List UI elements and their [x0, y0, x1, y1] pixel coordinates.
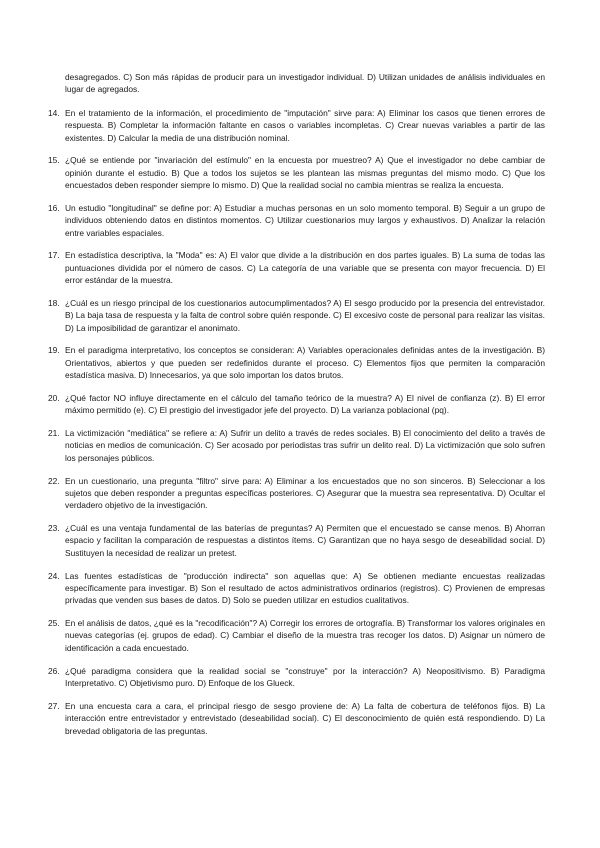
question-number: 19. [48, 345, 60, 356]
question-text: En estadística descriptiva, la "Moda" es: A) El valor que divide a la distribución en dos partes iguales. B) La suma de todas las puntuaciones dividida por el número de casos. C) La categoría de una variable que se presenta con mayor frecuencia. D) El error estándar de la muestra. [65, 250, 545, 286]
question-item [48, 475, 545, 512]
question-number: 23. [48, 523, 60, 534]
question-number: 17. [48, 250, 60, 261]
question-text: La victimización "mediática" se refiere a: A) Sufrir un delito a través de redes sociales. B) El conocimiento del delito a través de noticias en medios de comunicación. C) Ser acosado por periodistas tras sufrir un delito real. D) La victimización que solo sufren los personajes públicos. [65, 428, 545, 463]
question-text: ¿Cuál es una ventaja fundamental de las baterías de preguntas? A) Permiten que el encuestado se canse menos. B) Ahorran espacio y facilitan la comparación de respuestas a distintos ítems. C) Garantizan que no haya sesgo de deseabilidad social. D) Sustituyen la necesidad de realizar un pretest. [65, 523, 545, 558]
question-item [48, 522, 545, 559]
question-item [48, 344, 545, 381]
question-number: 26. [48, 665, 60, 676]
question-item [48, 107, 545, 144]
question-item [48, 297, 545, 334]
question-text: ¿Qué factor NO influye directamente en el cálculo del tamaño teórico de la muestra? A) El nivel de confianza (z). B) El error máximo permitido (e). C) El prestigio del investigador jefe del proyecto. D) La varianza poblacional (pq). [65, 392, 545, 416]
question-text: ¿Qué se entiende por "invariación del estímulo" en la encuesta por muestreo? A) Que el investigador no debe cambiar de opinión durante el estudio. B) Que a todos los sujetos se les plantean las mismas preguntas del mismo modo. C) Que los encuestados deben responder siempre lo mismo. D) Que la realidad social no cambia mientras se realiza la encuesta. [65, 155, 545, 191]
question-text: En el tratamiento de la información, el procedimiento de "imputación" sirve para: A) Eliminar los casos que tienen errores de respuesta. B) Completar la información faltante en casos o variables incompletas. C) Crear nuevas variables a partir de las existentes. D) Calcular la media de una distribución nominal. [65, 107, 545, 143]
question-item [48, 570, 545, 607]
question-number: 20. [48, 392, 60, 403]
question-item [48, 392, 545, 417]
question-number: 22. [48, 475, 60, 486]
question-item [48, 700, 545, 737]
question-text: En el análisis de datos, ¿qué es la "recodificación"? A) Corregir los errores de ortografía. B) Transformar los valores originales en nuevas categorías (ej. grupos de edad). C) Cambiar el diseño de la muestra tras recoger los datos. D) Asignar un número de identificación a cada encuestado. [65, 618, 545, 653]
question-item [48, 202, 545, 239]
question-text: Un estudio "longitudinal" se define por: A) Estudiar a muchas personas en un solo momento temporal. B) Seguir a un grupo de individuos obteniendo datos en distintos momentos. C) Utilizar cuestionarios muy largos y exhaustivos. D) Analizar la relación entre variables espaciales. [65, 202, 545, 238]
question-list [48, 107, 545, 737]
question-number: 25. [48, 618, 60, 629]
question-item [48, 617, 545, 654]
question-item [48, 154, 545, 191]
question-text: En una encuesta cara a cara, el principal riesgo de sesgo proviene de: A) La falta de cobertura de teléfonos fijos. B) La interacción entre entrevistador y entrevistado (deseabilidad social). C) El desconocimiento de quién está respondiendo. D) La brevedad obligatoria de las preguntas. [65, 700, 545, 736]
question-text: En el paradigma interpretativo, los conceptos se consideran: A) Variables operacionales definidas antes de la investigación. B) Orientativos, abiertos y que pueden ser redefinidos durante el proceso. C) Elementos fijos que permiten la comparación estadística masiva. D) Innecesarios, ya que solo importan los datos brutos. [65, 345, 545, 381]
question-number: 18. [48, 297, 60, 308]
question-number: 21. [48, 428, 60, 439]
question-text: En un cuestionario, una pregunta "filtro" sirve para: A) Eliminar a los encuestados que no son sinceros. B) Seleccionar a los sujetos que deben responder a preguntas específicas posteriores. C) Asegurar que la muestra sea representativa. D) Ocultar el verdadero objetivo de la investigación. [65, 475, 545, 511]
question-text: ¿Cuál es un riesgo principal de los cuestionarios autocumplimentados? A) El sesgo producido por la presencia del entrevistador. B) La baja tasa de respuesta y la falta de control sobre quién responde. C) El excesivo coste de personal para realizar las visitas. D) La imposibilidad de garantizar el anonimato. [65, 297, 545, 333]
question-item [48, 665, 545, 690]
question-number: 27. [48, 700, 60, 711]
continuation-paragraph: desagregados. C) Son más rápidas de producir para un investigador individual. D) Utilizan unidades de análisis individuales en lugar de agregados. [65, 72, 545, 95]
question-text: Las fuentes estadísticas de "producción indirecta" son aquellas que: A) Se obtienen mediante encuestas realizadas específicamente para investigar. B) Son el resultado de actos administrativos ordinarios (registros). C) Provienen de empresas privadas que venden sus bases de datos. D) Solo se pueden utilizar en estudios cualitativos. [65, 570, 545, 606]
question-text: ¿Qué paradigma considera que la realidad social se "construye" por la interacción? A) Neopositivismo. B) Paradigma Interpretativo. C) Objetivismo puro. D) Enfoque de los Glueck. [65, 665, 545, 688]
question-list-content [48, 71, 545, 747]
question-number: 16. [48, 202, 60, 213]
question-number: 24. [48, 570, 60, 581]
question-item [48, 249, 545, 286]
question-number: 15. [48, 155, 60, 166]
question-number: 14. [48, 107, 60, 118]
question-item [48, 427, 545, 464]
